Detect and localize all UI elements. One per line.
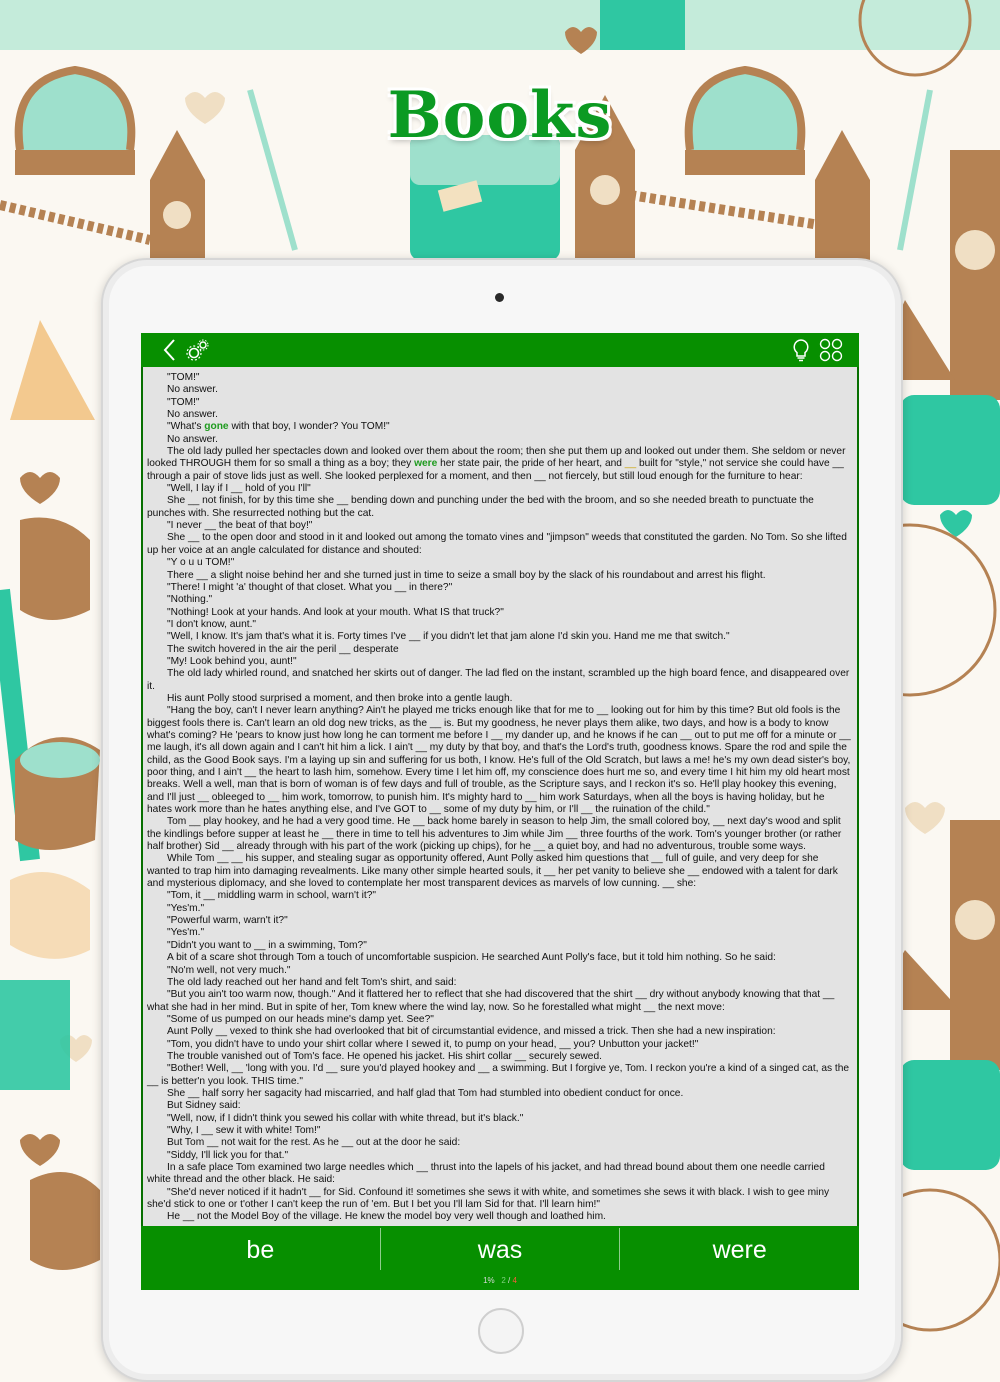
text-paragraph [147, 1039, 851, 1051]
text-paragraph [147, 1100, 851, 1112]
text-segment: "What's [167, 421, 205, 433]
text-paragraph [147, 1211, 851, 1223]
text-segment: The switch hovered in the air the peril __ desperate [167, 643, 399, 655]
book-text [143, 367, 857, 1224]
text-paragraph [147, 890, 851, 902]
text-segment: But Sidney said: [167, 1100, 241, 1112]
text-segment: The trouble vanished out of Tom's face. He opened his jacket. His shirt collar __ securely sewed. [167, 1050, 602, 1062]
text-paragraph [147, 1014, 851, 1026]
answered-word[interactable]: were [414, 458, 438, 470]
camera-dot [495, 293, 504, 302]
text-paragraph [147, 668, 851, 693]
text-segment: His aunt Polly stood surprised a moment, and then broke into a gentle laugh. [167, 692, 513, 704]
book-text-area[interactable] [143, 367, 857, 1226]
text-segment: No answer. [167, 384, 218, 396]
lightbulb-icon [791, 337, 811, 363]
text-segment: "TOM!" [167, 396, 200, 408]
text-segment: "Y o u u TOM!" [167, 557, 235, 569]
progress-percent: 1% [483, 1276, 495, 1285]
text-segment: "Some of us pumped on our heads mine's damp yet. See?" [167, 1013, 434, 1025]
text-segment: "Yes'm." [167, 927, 205, 939]
text-segment: "I never __ the beat of that boy!" [167, 520, 313, 532]
text-paragraph [147, 372, 851, 384]
text-segment: "Nothing! Look at your hands. And look at your mouth. What IS that truck?" [167, 606, 504, 618]
text-segment: "Yes'm." [167, 902, 205, 914]
answer-button-was[interactable]: was [477, 1235, 523, 1264]
text-paragraph [147, 557, 851, 569]
text-segment: "TOM!" [167, 372, 200, 383]
text-segment: "Well, I know. It's jam that's what it is. Forty times I've __ if you didn't let that jam alone I'd skin you. Hand me me that switch." [167, 631, 730, 643]
text-paragraph [147, 1125, 851, 1137]
gears-icon [185, 337, 211, 363]
text-segment: She __ half sorry her sagacity had miscarried, and half glad that Tom had stumbled into obedient conduct for once. [167, 1087, 684, 1099]
answered-word[interactable]: gone [204, 421, 229, 433]
text-paragraph [147, 903, 851, 915]
text-paragraph [147, 927, 851, 939]
text-segment: "Bother! Well, __ 'long with you. I'd __ sure you'd played hookey and __ a swimming. But I forgive ye, Tom. I reckon you're a kind of a singed cat, as the __ is better'n you look. THIS time." [147, 1063, 850, 1087]
menu-button[interactable] [816, 335, 846, 365]
text-segment: "Why, I __ sew it with white! Tom!" [167, 1124, 321, 1136]
text-segment: "Siddy, I'll lick you for that." [167, 1149, 289, 1161]
text-paragraph [147, 421, 851, 433]
text-segment: "Hang the boy, can't I never learn anything? Ain't he played me tricks enough like that for me to __ looking out for him by this time? But old fools is the biggest fools there is. Can't learn an old dog new tricks, as the __ is. But my goodness, he never plays them alike, two days, and how is a body to know what's coming? He 'pears to know just how long he can torment me before I __ my dander up, and he knows if he can __ out to put me off for a minute or __ me laugh, it's all down again and I can't hit him a lick. I ain't __ my duty by that boy, and that's the Lord's truth, goodness knows. Spare the rod and spile the child, as the Good Book says. I'm a laying up sin and suffering for us both, I know. He's full of the Old Scratch, but laws a me! he's my own dead sister's boy, poor thing, and I ain't __ the heart to lash him, somehow. Every time I let him off, my conscience does hurt me so, and every time I hit him my old heart most breaks. Well a well, man that is born of woman is of few days and full of trouble, as the Scripture says, and I reckon it's so. He'll play hookey this evening, and I'll just __ obleeged to __ him work, tomorrow, to punish him. It's mighty hard to __ him work Saturdays, when all the boys is having holiday, but he hates work more than he hates anything else, and I've GOT to __ some of my duty by him, or I'll __ the ruination of the child." [147, 705, 851, 816]
text-segment: "Tom, it __ middling warm in school, warn't it?" [167, 890, 377, 902]
text-segment: The old lady whirled round, and snatched her skirts out of danger. The lad fled on the instant, scrambled up the high board fence, and disappeared over it. [147, 668, 850, 692]
settings-button[interactable] [183, 335, 213, 365]
top-toolbar [141, 333, 859, 367]
text-segment: "She'd never noticed if it hadn't __ for Sid. Confound it! sometimes she sews it with white, and sometimes she sews it with black. I wish to gee miny she'd stick to one or t'other I can't keep the run of 'em. But I bet you I'll lam Sid for that. I'll learn him!" [147, 1186, 830, 1211]
text-paragraph [147, 532, 851, 557]
answer-button-were[interactable]: were [712, 1235, 767, 1264]
text-segment: "But you ain't too warm now, though." And it flattered her to reflect that she had discovered that the shirt __ dry without anybody knowing that that __ what she had in her mind. But in spite of her, Tom knew where the wind lay, now. So he forestalled what might __ the next move: [147, 989, 835, 1013]
text-paragraph [147, 853, 851, 890]
text-segment: No answer. [167, 409, 218, 421]
home-button[interactable] [478, 1308, 524, 1354]
text-paragraph [147, 397, 851, 409]
text-paragraph [147, 977, 851, 989]
text-paragraph [147, 631, 851, 643]
text-paragraph [147, 656, 851, 668]
text-paragraph [147, 915, 851, 927]
reader-screen [141, 333, 859, 1290]
text-paragraph [147, 607, 851, 619]
text-segment: built for "style," not service she could have __ through a pair of stove lids just as well. She looked perplexed for a moment, and then __ not fiercely, but still loud enough for the furniture to hear: [147, 458, 844, 482]
text-paragraph [147, 384, 851, 396]
text-paragraph [147, 1162, 851, 1187]
progress-indicator [141, 1274, 859, 1290]
text-paragraph [147, 520, 851, 532]
wrong-count: 4 [512, 1276, 517, 1285]
text-paragraph [147, 619, 851, 631]
text-segment: "Well, now, if I didn't think you sewed his collar with white thread, but it's black." [167, 1112, 524, 1124]
correct-count: 2 [501, 1276, 506, 1285]
text-segment: Aunt Polly __ vexed to think she had overlooked that bit of circumstantial evidence, and missed a trick. Then she had a new inspiration: [167, 1026, 776, 1038]
text-segment: But Tom __ not wait for the rest. As he __ out at the door he said: [167, 1137, 461, 1149]
text-paragraph [147, 1026, 851, 1038]
text-segment: Tom __ play hookey, and he had a very good time. He __ back home barely in season to help Jim, the small colored boy, __ next day's wood and split the kindlings before supper at least he __ there in time to tell his adventures to Jim while Jim __ three fourths of the work. Tom's younger brother (or rather half brother) Sid __ already through with his part of the work (picking up chips), for he __ a quiet boy, and had no adventurous, trouble some ways. [147, 816, 842, 853]
text-paragraph [147, 1088, 851, 1100]
text-paragraph [147, 495, 851, 520]
count-separator: / [508, 1276, 511, 1285]
text-paragraph [147, 644, 851, 656]
text-segment: "Tom, you didn't have to undo your shirt collar where I sewed it, to pump on your head, __ you? Unbutton your jacket!" [167, 1038, 699, 1050]
text-paragraph [147, 446, 851, 483]
text-paragraph [147, 434, 851, 446]
text-segment: with that boy, I wonder? You TOM!" [228, 421, 390, 433]
suitcase-icon [410, 135, 560, 260]
text-paragraph [147, 705, 851, 816]
text-segment: "My! Look behind you, aunt!" [167, 655, 297, 667]
text-segment: A bit of a scare shot through Tom a touch of uncomfortable suspicion. He searched Aunt Polly's face, but it told him nothing. So he said: [167, 952, 776, 964]
text-segment: "Powerful warm, warn't it?" [167, 915, 288, 927]
text-paragraph [147, 483, 851, 495]
text-segment: "I don't know, aunt." [167, 618, 257, 630]
text-segment: "No'm well, not very much." [167, 964, 291, 976]
text-segment: In a safe place Tom examined two large needles which __ thrust into the lapels of his jacket, and had thread bound about them one needle carried white thread and the other black. He said: [147, 1162, 825, 1186]
answer-bar [141, 1226, 859, 1274]
text-segment: "There! I might 'a' thought of that closet. What you __ in there?" [167, 581, 453, 593]
page-title: Books [387, 78, 613, 153]
text-paragraph [147, 693, 851, 705]
text-segment: She __ to the open door and stood in it and looked out among the tomato vines and "jimpson" weeds that constituted the garden. No Tom. So she lifted up her voice at an angle calculated for distance and shouted: [147, 532, 847, 556]
text-paragraph [147, 989, 851, 1014]
text-segment: "Didn't you want to __ in a swimming, Tom?" [167, 939, 367, 951]
text-paragraph [147, 1150, 851, 1162]
text-paragraph [147, 1137, 851, 1149]
text-paragraph [147, 409, 851, 421]
text-paragraph [147, 570, 851, 582]
text-segment: The old lady reached out her hand and felt Tom's shirt, and said: [167, 976, 457, 988]
text-segment: "Well, I lay if I __ hold of you I'll" [167, 483, 311, 495]
text-segment: "Nothing." [167, 594, 213, 606]
text-paragraph [147, 594, 851, 606]
text-paragraph [147, 1187, 851, 1212]
text-segment: No answer. [167, 433, 218, 445]
text-segment: She __ not finish, for by this time she __ bending down and punching under the bed with the broom, and so she needed breath to punctuate the punches with. She resurrected nothing but the cat. [147, 495, 814, 519]
hint-button[interactable] [786, 335, 816, 365]
back-button[interactable] [155, 335, 185, 365]
answer-button-be[interactable]: be [246, 1235, 275, 1264]
text-segment: her state pair, the pride of her heart, and [437, 458, 625, 470]
text-paragraph [147, 816, 851, 853]
text-segment: The old lady pulled her spectacles down and looked over them about the room; then she put them up and looked out under them. She seldom or never looked THROUGH them for so small a thing as a boy; they [147, 446, 846, 470]
text-paragraph [147, 1063, 851, 1088]
text-paragraph [147, 1051, 851, 1063]
text-paragraph [147, 1113, 851, 1125]
text-paragraph [147, 582, 851, 594]
text-paragraph [147, 940, 851, 952]
grid-menu-icon [819, 338, 843, 362]
text-paragraph [147, 952, 851, 964]
text-paragraph [147, 965, 851, 977]
current-blank[interactable]: __ [624, 458, 637, 470]
text-segment: While Tom __ __ his supper, and stealing sugar as opportunity offered, Aunt Polly asked him questions that __ full of guile, and very deep for she wanted to trap him into damaging revealments. Like many other simple hearted souls, it __ her pet vanity to believe she __ endowed with a talent for dark and mysterious diplomacy, and she loved to contemplate her most transparent devices as marvels of low cunning. __ she: [147, 853, 838, 890]
text-segment: He __ not the Model Boy of the village. He knew the model boy very well though and loathed him. [167, 1211, 606, 1223]
back-chevron-icon [160, 337, 180, 363]
text-segment: There __ a slight noise behind her and she turned just in time to seize a small boy by the slack of his roundabout and arrest his flight. [167, 569, 766, 581]
